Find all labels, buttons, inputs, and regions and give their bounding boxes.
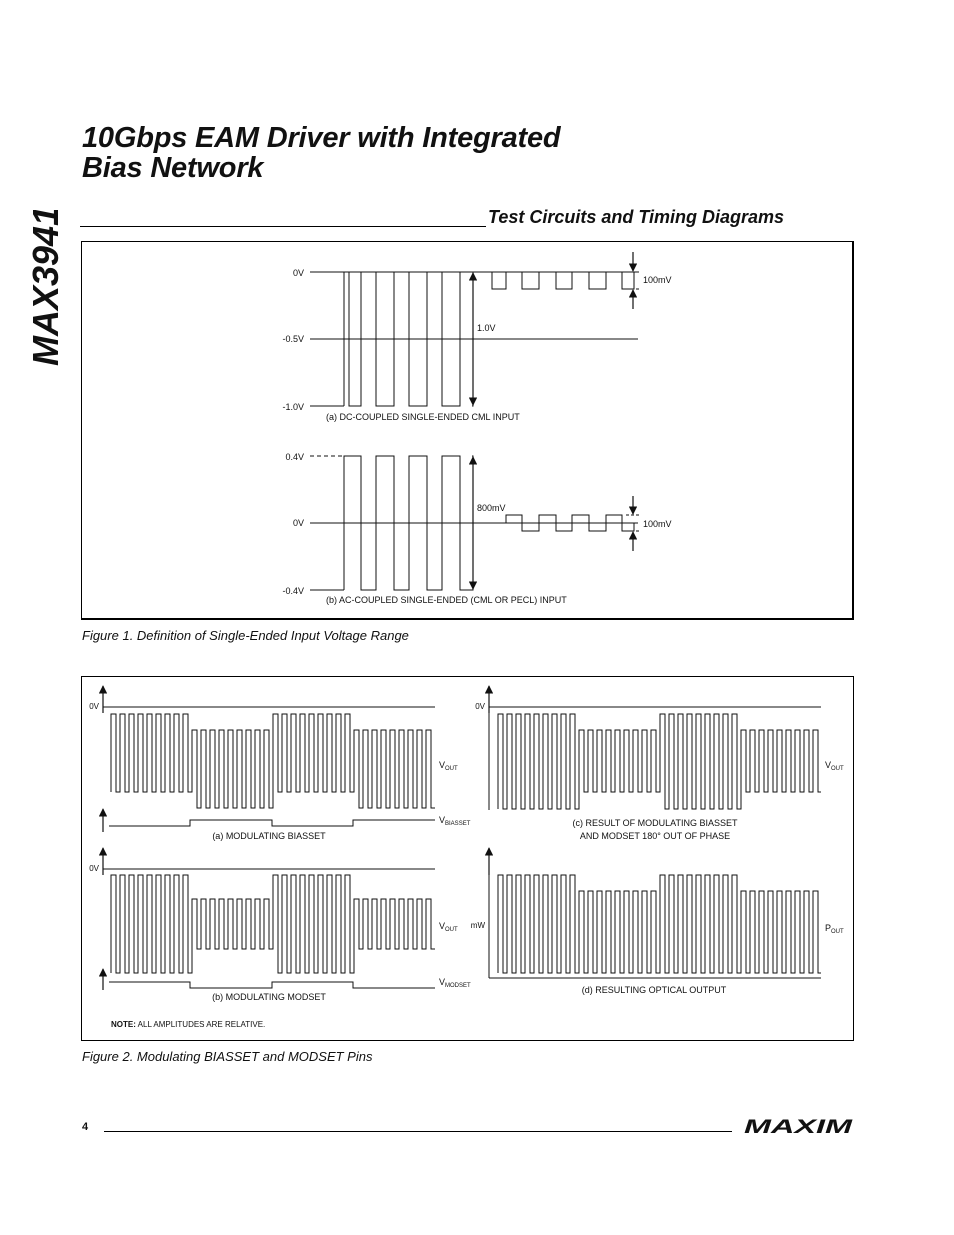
zero-label: 0V: [89, 864, 99, 873]
control-waveform: [109, 820, 435, 826]
output-waveform: [498, 714, 821, 809]
panel-a-label: (a) MODULATING BIASSET: [212, 831, 326, 841]
output-waveform: [111, 714, 435, 808]
amplitude-label: 100mV: [643, 519, 672, 529]
panel-c-label-line-1: (c) RESULT OF MODULATING BIASSET: [572, 818, 738, 828]
figure-1-box: [81, 241, 854, 620]
title-line-1: 10Gbps EAM Driver with Integrated: [82, 122, 561, 154]
control-label: $V_{BIASSET}$: [439, 815, 471, 827]
unit-label: mW: [470, 921, 485, 930]
figure-2-panel-d: [471, 848, 844, 995]
output-label: $V_{OUT}$: [439, 760, 458, 772]
panel-a-label: (a) DC-COUPLED SINGLE-ENDED CML INPUT: [326, 412, 520, 422]
y-label-bottom: -1.0V: [282, 402, 304, 412]
y-label-top: 0V: [292, 268, 304, 278]
figure-1-diagram: [82, 242, 853, 618]
footer-rule: [104, 1131, 732, 1132]
output-label: $P_{OUT}$: [825, 923, 844, 935]
optical-output-waveform: [498, 875, 821, 973]
document-title: [82, 123, 560, 183]
y-label-top: 0.4V: [285, 452, 304, 462]
figure-2-panel-a: [89, 686, 470, 841]
figure-2-diagram: [82, 677, 853, 1040]
part-number-side-tab: [8, 210, 68, 370]
figure-2-panel-c: [475, 686, 844, 841]
part-number-vertical: MAX3941: [25, 210, 66, 366]
section-rule: [80, 226, 486, 227]
figure-1-caption: Figure 1. Definition of Single-Ended Input Voltage Range: [82, 628, 409, 643]
figure-1-panel-a: [282, 252, 671, 422]
y-label-bottom: -0.4V: [282, 586, 304, 596]
panel-b-label: (b) AC-COUPLED SINGLE-ENDED (CML OR PECL) INPUT: [326, 595, 567, 605]
page-number: 4: [82, 1121, 89, 1133]
figure-2-panel-b: [89, 848, 471, 1002]
figure-2-note: NOTE: ALL AMPLITUDES ARE RELATIVE.: [111, 1020, 266, 1029]
zero-label: 0V: [89, 702, 99, 711]
output-label: $V_{OUT}$: [825, 760, 844, 772]
control-waveform: [109, 982, 435, 988]
output-waveform: [111, 875, 435, 973]
figure-1-panel-b: [282, 452, 671, 605]
control-label: $V_{MODSET}$: [439, 977, 471, 989]
swing-label: 1.0V: [477, 323, 496, 333]
y-label-mid: 0V: [292, 518, 304, 528]
panel-d-label: (d) RESULTING OPTICAL OUTPUT: [581, 985, 727, 995]
figure-2-box: [81, 676, 854, 1041]
small-swing-waveform: [482, 272, 634, 289]
zero-label: 0V: [475, 702, 485, 711]
maxim-logo: [742, 1116, 854, 1136]
figure-2-caption: Figure 2. Modulating BIASSET and MODSET Pins: [82, 1049, 373, 1064]
panel-c-label-line-2: AND MODSET 180° OUT OF PHASE: [579, 831, 731, 841]
output-label: $V_{OUT}$: [439, 921, 458, 933]
maxim-logo-text: MAXIM: [744, 1117, 854, 1136]
section-title: Test Circuits and Timing Diagrams: [488, 207, 785, 227]
y-label-mid: -0.5V: [282, 334, 304, 344]
title-line-2: Bias Network: [82, 152, 264, 184]
panel-b-label: (b) MODULATING MODSET: [212, 992, 326, 1002]
amplitude-label: 100mV: [643, 275, 672, 285]
swing-label: 800mV: [477, 503, 506, 513]
